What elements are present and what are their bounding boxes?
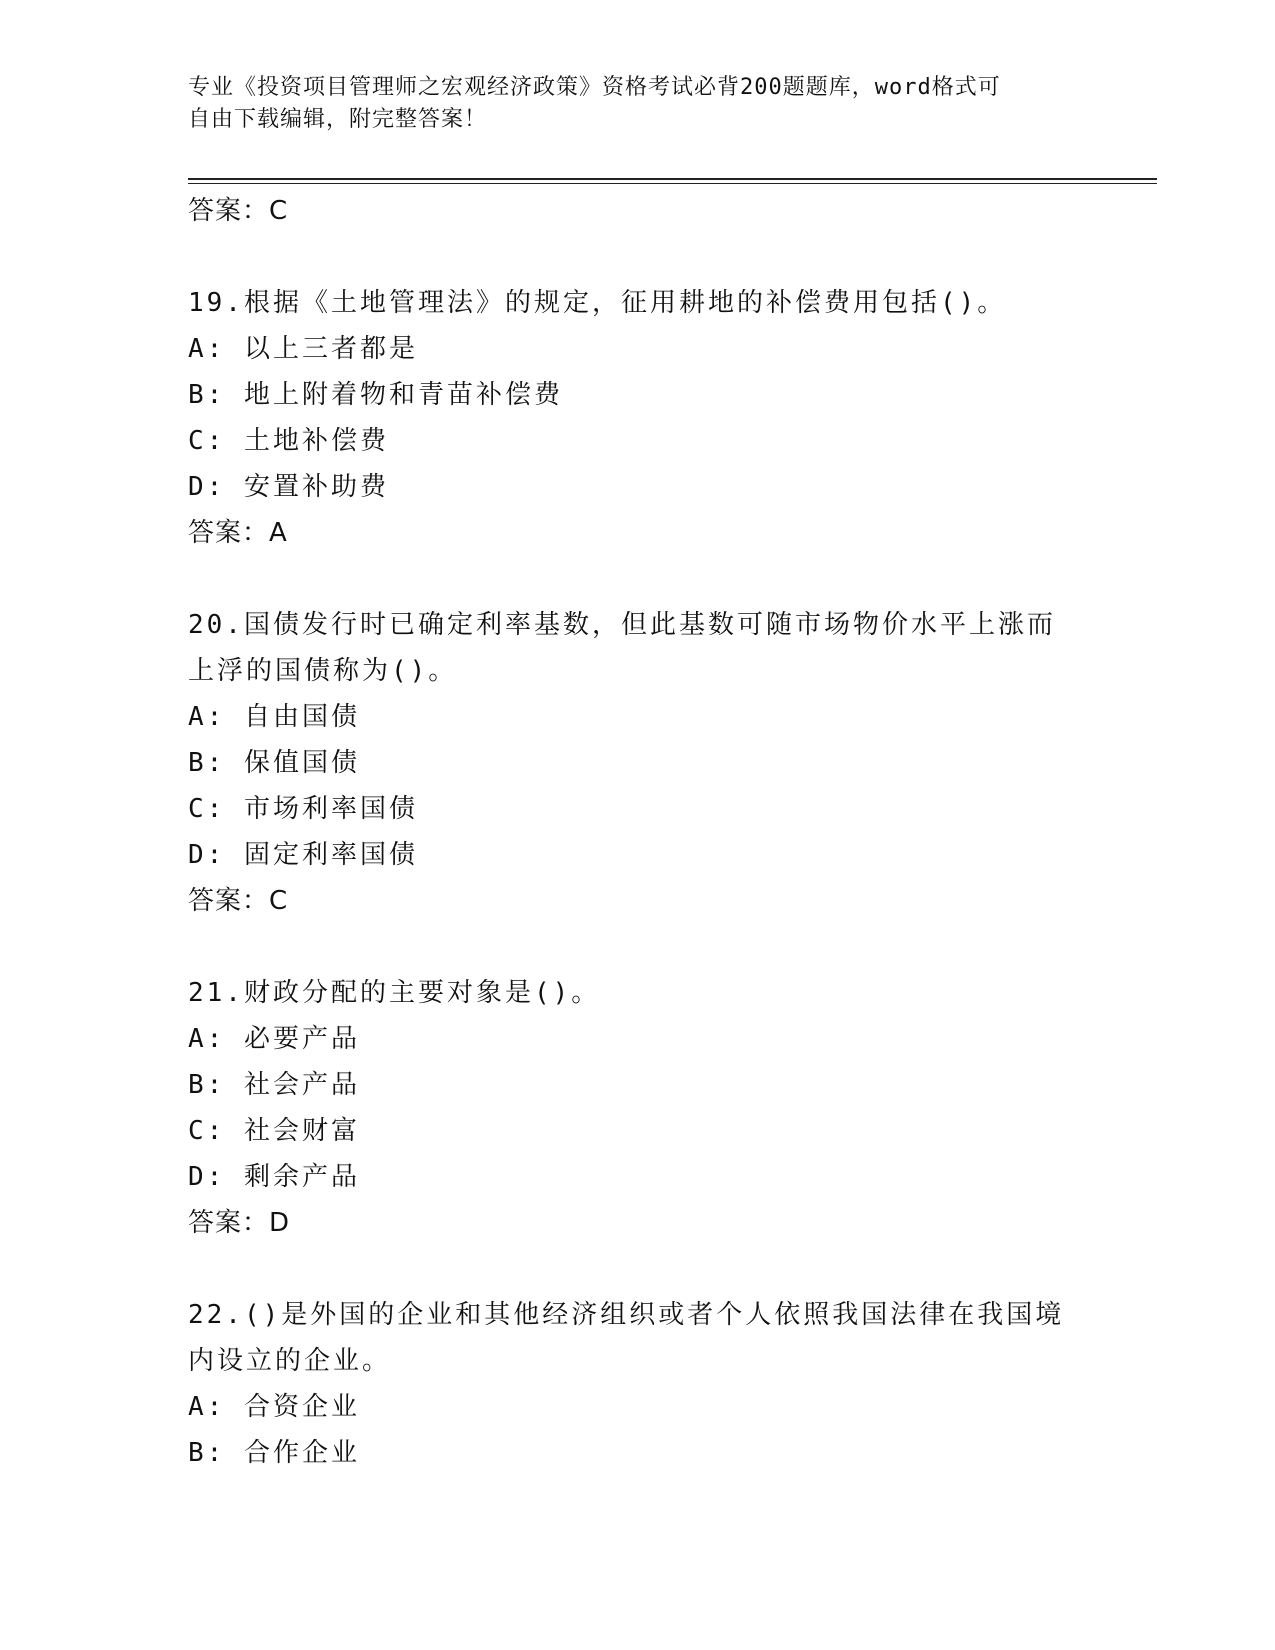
header-rule-thick <box>188 178 1157 180</box>
question-list <box>188 188 1088 1476</box>
question-text: 20.国债发行时已确定利率基数，但此基数可随市场物价水平上涨而上浮的国债称为()。 <box>188 610 1056 686</box>
question-block <box>188 280 1088 556</box>
header-line-1: 专业《投资项目管理师之宏观经济政策》资格考试必背200题题库，word格式可 <box>188 75 1001 100</box>
option-b: B: 保值国债 <box>188 748 360 778</box>
header-line-2: 自由下载编辑，附完整答案！ <box>188 107 488 132</box>
question-text: 22.()是外国的企业和其他经济组织或者个人依照我国法律在我国境内设立的企业。 <box>188 1300 1065 1376</box>
option-a: A: 合资企业 <box>188 1392 360 1422</box>
option-c: C: 社会财富 <box>188 1116 360 1146</box>
option-c: C: 市场利率国债 <box>188 794 418 824</box>
question-block <box>188 602 1088 924</box>
answer-line: 答案：D <box>188 1208 291 1238</box>
answer-line: 答案：A <box>188 518 288 548</box>
option-c: C: 土地补偿费 <box>188 426 389 456</box>
option-a: A: 以上三者都是 <box>188 334 418 364</box>
option-a: A: 必要产品 <box>188 1024 360 1054</box>
option-a: A: 自由国债 <box>188 702 360 732</box>
question-text: 19.根据《土地管理法》的规定，征用耕地的补偿费用包括()。 <box>188 288 1007 318</box>
document-header <box>188 72 1068 136</box>
question-text: 21.财政分配的主要对象是()。 <box>188 978 601 1008</box>
option-b: B: 合作企业 <box>188 1438 360 1468</box>
question-block <box>188 1292 1088 1476</box>
option-d: D: 固定利率国债 <box>188 840 418 870</box>
answer-line: 答案：C <box>188 196 289 226</box>
header-rule-thin <box>188 183 1157 184</box>
option-b: B: 地上附着物和青苗补偿费 <box>188 380 563 410</box>
option-b: B: 社会产品 <box>188 1070 360 1100</box>
option-d: D: 剩余产品 <box>188 1162 360 1192</box>
answer-line: 答案：C <box>188 886 289 916</box>
option-d: D: 安置补助费 <box>188 472 389 502</box>
question-block <box>188 970 1088 1246</box>
